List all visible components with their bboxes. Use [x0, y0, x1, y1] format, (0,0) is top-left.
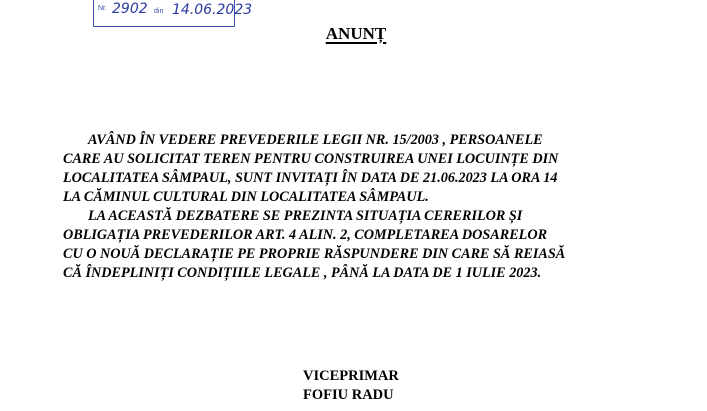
stamp-date-value: 14.06.2023 — [172, 2, 253, 18]
body-line: CU O NOUĂ DECLARAȚIE PE PROPRIE RĂSPUNDERE DIN CARE SĂ REIASĂ — [63, 246, 566, 262]
signatory-title: VICEPRIMAR — [303, 368, 399, 384]
registration-stamp — [93, 0, 253, 27]
body-line: LOCALITATEA SÂMPAUL, SUNT INVITAȚI ÎN DATA DE 21.06.2023 LA ORA 14 — [63, 170, 558, 186]
body-line: AVÂND ÎN VEDERE PREVEDERILE LEGII NR. 15/2003 , PERSOANELE — [88, 132, 543, 148]
stamp-din-label: din — [154, 8, 164, 15]
document-title: ANUNȚ — [325, 24, 387, 43]
body-line: LA CĂMINUL CULTURAL DIN LOCALITATEA SÂMPAUL. — [63, 189, 429, 205]
body-line: LA ACEASTĂ DEZBATERE SE PREZINTA SITUAȚIA CERERILOR ȘI — [88, 208, 523, 224]
body-line: OBLIGAȚIA PREVEDERILOR ART. 4 ALIN. 2, COMPLETAREA DOSARELOR — [63, 227, 548, 243]
signatory-name: FOFIU RADU — [303, 387, 394, 403]
body-line: CĂ ÎNDEPLINIȚI CONDIȚIILE LEGALE , PÂNĂ LA DATA DE 1 IULIE 2023. — [63, 265, 542, 281]
body-line: CARE AU SOLICITAT TEREN PENTRU CONSTRUIREA UNEI LOCUINȚE DIN — [63, 151, 559, 167]
announcement-body — [63, 131, 693, 283]
stamp-number-line — [98, 1, 253, 18]
stamp-nr-label: Nr. — [98, 5, 107, 12]
stamp-nr-value: 2902 — [112, 1, 148, 17]
